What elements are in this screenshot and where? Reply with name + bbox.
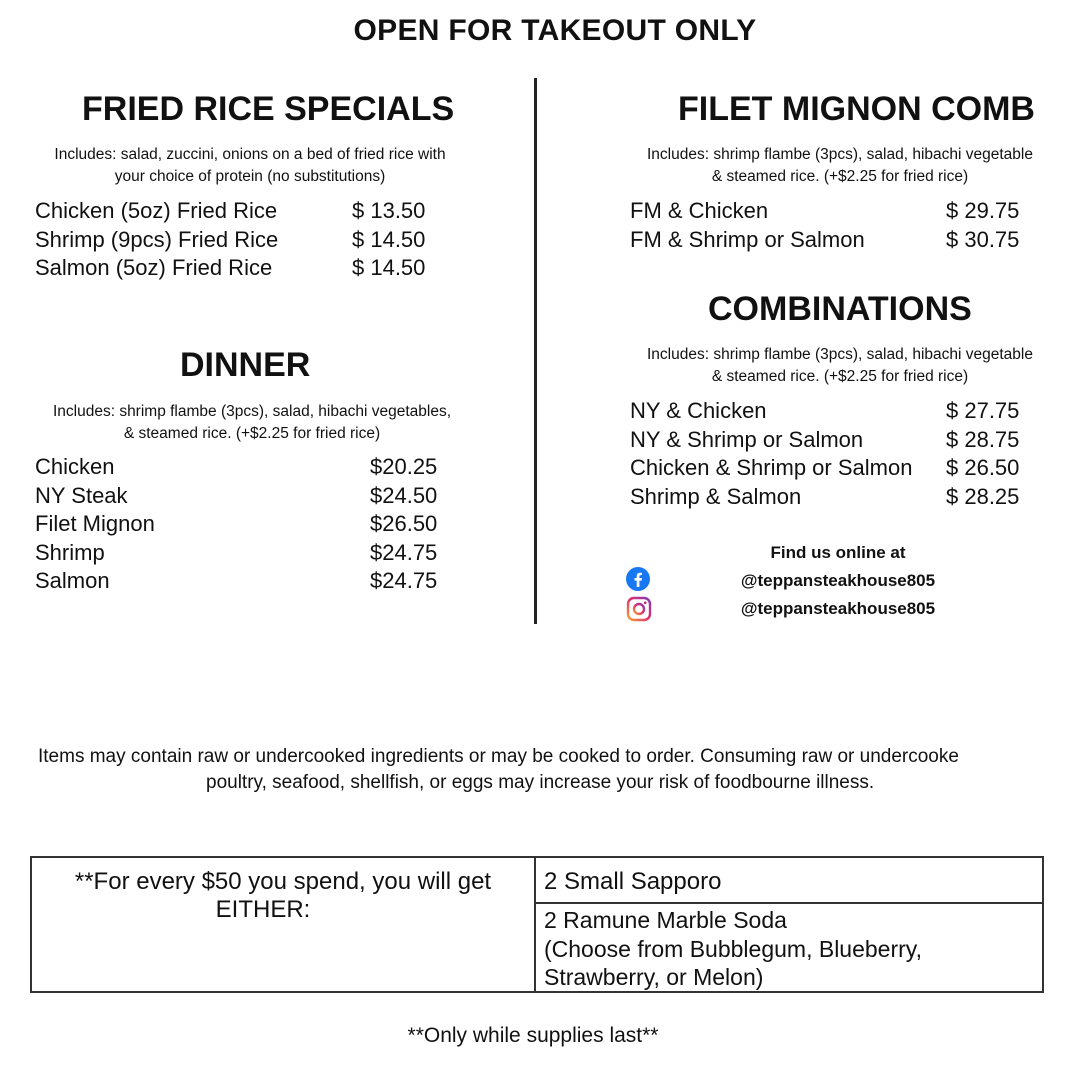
fried-rice-menu: [35, 197, 465, 283]
item-price: $ 30.75: [946, 226, 1020, 252]
item-name: NY Steak: [35, 482, 128, 508]
menu-item: [630, 197, 1050, 226]
menu-item: [630, 483, 1050, 512]
dinner-includes: [0, 401, 504, 445]
item-name: Chicken & Shrimp or Salmon: [630, 455, 913, 481]
promo-option-ramune: [536, 904, 1042, 991]
menu-item: [35, 197, 465, 226]
item-price: $24.75: [370, 568, 438, 594]
item-price: $26.50: [370, 511, 438, 537]
item-price: $20.25: [370, 454, 438, 479]
item-price: $ 13.50: [352, 198, 426, 223]
fried-rice-title: FRIED RICE SPECIALS: [82, 90, 455, 128]
filet-combo-includes-line2: & steamed rice. (+$2.25 for fried rice): [711, 168, 969, 185]
item-price: $ 28.75: [946, 426, 1020, 452]
item-price: $ 28.25: [946, 483, 1020, 509]
instagram-handle[interactable]: @teppansteakhouse805: [740, 599, 936, 618]
item-name: Shrimp & Salmon: [630, 483, 802, 509]
promo-offer-line2: EITHER:: [215, 896, 311, 923]
menu-item: [35, 510, 465, 539]
notice-line1: Items may contain raw or undercooked ingredients or may be cooked to order. Consuming raw or undercooke: [38, 746, 959, 767]
facebook-handle[interactable]: @teppansteakhouse805: [740, 571, 936, 590]
item-name: Shrimp (9pcs) Fried Rice: [35, 226, 279, 252]
item-name: Filet Mignon: [35, 511, 155, 537]
promo-option-sapporo: 2 Small Sapporo: [536, 858, 1042, 904]
dinner-menu: [35, 453, 465, 596]
dinner-includes-line2: & steamed rice. (+$2.25 for fried rice): [123, 425, 381, 442]
fried-rice-includes-line1: Includes: salad, zuccini, onions on a bed of fried rice with: [54, 146, 446, 163]
promo-offer-line1: **For every $50 you spend, you will get: [74, 868, 492, 895]
item-name: FM & Shrimp or Salmon: [630, 226, 865, 252]
item-price: $24.75: [370, 539, 438, 565]
instagram-icon[interactable]: [626, 596, 652, 627]
promo-table: [30, 856, 1044, 993]
item-name: NY & Shrimp or Salmon: [630, 426, 864, 452]
menu-item: [35, 254, 465, 283]
item-price: $ 26.50: [946, 455, 1020, 481]
ramune-line1: 2 Ramune Marble Soda: [544, 907, 787, 933]
ramune-line3: Strawberry, or Melon): [544, 964, 764, 991]
item-name: Chicken (5oz) Fried Rice: [35, 198, 278, 223]
notice-line2: poultry, seafood, shellfish, or eggs may increase your risk of foodbourne illness.: [206, 772, 875, 793]
combinations-includes-line1: Includes: shrimp flambe (3pcs), salad, hibachi vegetable: [647, 346, 1033, 363]
supplies-footer: **Only while supplies last**: [407, 1024, 659, 1047]
menu-item: [630, 426, 1050, 455]
item-price: $ 29.75: [946, 198, 1020, 223]
item-name: Salmon: [35, 568, 110, 594]
menu-item: [35, 482, 465, 511]
menu-item: [35, 567, 465, 596]
item-price: $ 14.50: [352, 226, 426, 252]
menu-item: [630, 454, 1050, 483]
filet-combo-menu: [630, 197, 1050, 254]
combinations-includes: [620, 344, 1060, 388]
online-heading: Find us online at: [770, 543, 906, 562]
facebook-icon[interactable]: [626, 567, 650, 596]
fried-rice-includes-line2: your choice of protein (no substitutions): [114, 168, 386, 185]
dinner-includes-line1: Includes: shrimp flambe (3pcs), salad, hibachi vegetables,: [52, 403, 452, 420]
menu-item: [35, 539, 465, 568]
combinations-title: COMBINATIONS: [708, 290, 972, 328]
raw-food-notice: [38, 744, 1078, 796]
item-price: $ 14.50: [352, 255, 426, 281]
item-name: Chicken: [35, 454, 115, 479]
banner-title: OPEN FOR TAKEOUT ONLY: [353, 14, 757, 47]
dinner-title: DINNER: [180, 346, 311, 384]
menu-item: [630, 226, 1050, 255]
menu-item: [35, 226, 465, 255]
combinations-includes-line2: & steamed rice. (+$2.25 for fried rice): [711, 368, 969, 385]
filet-combo-includes: [620, 144, 1060, 188]
online-info: [736, 539, 940, 623]
item-name: Shrimp: [35, 539, 105, 565]
filet-combo-includes-line1: Includes: shrimp flambe (3pcs), salad, hibachi vegetable: [647, 146, 1033, 163]
menu-item: [630, 397, 1050, 426]
item-price: $ 27.75: [946, 398, 1020, 423]
filet-combo-title: FILET MIGNON COMB: [678, 90, 1035, 128]
menu-item: [35, 453, 465, 482]
item-name: FM & Chicken: [630, 198, 769, 223]
item-name: Salmon (5oz) Fried Rice: [35, 255, 273, 281]
combinations-menu: [630, 397, 1050, 511]
promo-offer-cell: [32, 858, 536, 991]
fried-rice-includes: [0, 144, 500, 188]
item-price: $24.50: [370, 482, 438, 508]
ramune-line2: (Choose from Bubblegum, Blueberry,: [544, 935, 922, 962]
item-name: NY & Chicken: [630, 398, 767, 423]
column-divider: [534, 78, 537, 624]
